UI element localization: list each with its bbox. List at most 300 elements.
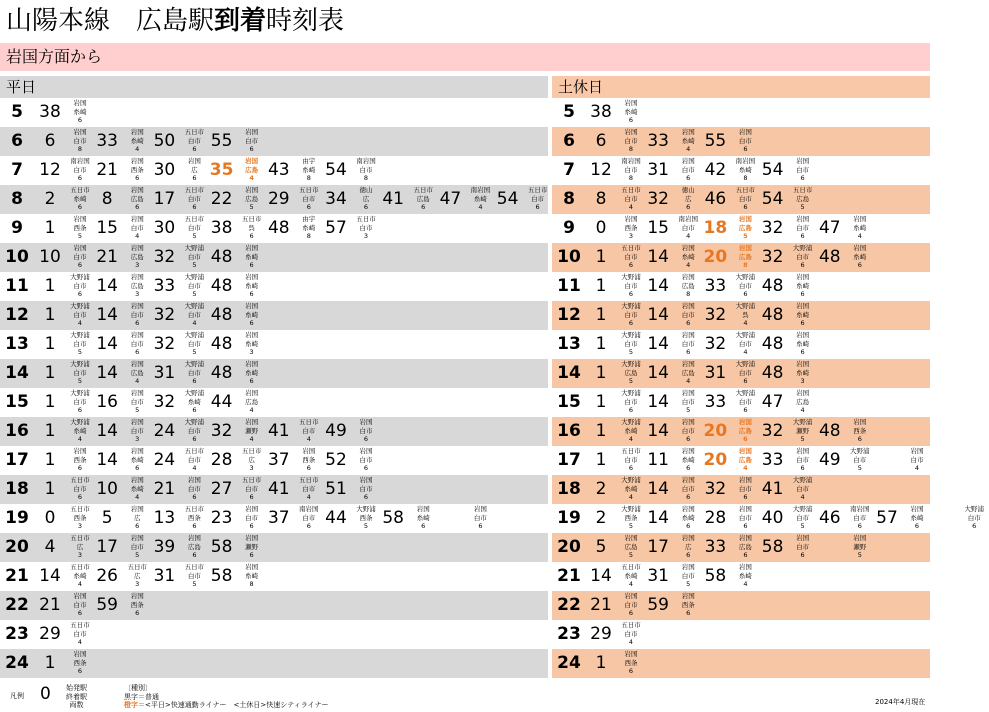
- title-bold: 到着: [214, 6, 267, 36]
- train-info: 岩国 白市 5: [681, 563, 695, 589]
- train-entry: [209, 185, 266, 214]
- train-entry: [151, 185, 208, 214]
- train-info: 南岩国 白市 8: [356, 157, 376, 183]
- train-entry: [760, 301, 817, 330]
- train-entry: [266, 446, 323, 475]
- arrival-minute: 1: [44, 479, 56, 499]
- arrival-minute: 1: [44, 218, 56, 238]
- train-entry: [323, 185, 380, 214]
- train-info: 岩国 糸崎 4: [738, 563, 752, 589]
- train-entry: [151, 417, 208, 446]
- train-info: 大野浦 糸崎 4: [621, 418, 641, 444]
- arrival-minute: 48: [210, 276, 233, 296]
- train-info: 岩国 白市 6: [681, 157, 695, 183]
- train-info: 岩国 糸崎 6: [796, 273, 810, 299]
- arrival-minute: 47: [818, 218, 841, 238]
- train-entry: [209, 504, 266, 533]
- hour-label: 11: [557, 276, 581, 296]
- train-entry: [94, 359, 151, 388]
- arrival-minute: 54: [325, 160, 347, 180]
- legend-kind-title: 〔種別〕: [124, 684, 152, 692]
- holiday-row-11: [552, 272, 930, 301]
- arrival-minute: 14: [647, 508, 669, 528]
- weekday-header: 平日: [0, 76, 548, 98]
- arrival-minute: 12: [39, 160, 61, 180]
- hour-label: 18: [5, 479, 29, 499]
- arrival-minute: 50: [153, 131, 176, 151]
- weekday-row-15: [0, 388, 548, 417]
- legend-kind-normal: 黒字＝普通: [124, 692, 159, 701]
- arrival-minute: 55: [704, 131, 727, 151]
- train-entry: [151, 272, 208, 301]
- train-info: 南岩国 白市 6: [850, 505, 870, 531]
- arrival-minute: 58: [210, 566, 233, 586]
- arrival-minute: 1: [44, 305, 56, 325]
- train-info: 岩国 広島 5: [738, 215, 752, 241]
- arrival-minute: 23: [210, 508, 233, 528]
- train-info: 岩国 白市 6: [738, 505, 752, 531]
- train-entry: [37, 98, 94, 127]
- hour-label: 24: [5, 653, 29, 673]
- train-entry: [645, 359, 702, 388]
- arrival-minute: 6: [595, 131, 607, 151]
- train-entry: [37, 533, 94, 562]
- hour-label: 19: [5, 508, 29, 528]
- arrival-minute: 41: [267, 479, 290, 499]
- train-info: 岩国 糸崎 4: [130, 476, 144, 502]
- arrival-minute: 8: [101, 189, 113, 209]
- arrival-minute: 6: [44, 131, 56, 151]
- arrival-minute: 12: [590, 160, 612, 180]
- arrival-minute: 15: [96, 218, 118, 238]
- arrival-minute: 8: [595, 189, 607, 209]
- arrival-minute: 22: [210, 189, 233, 209]
- arrival-minute: 14: [647, 363, 669, 383]
- arrival-minute: 20: [703, 247, 728, 267]
- holiday-rows: [552, 98, 984, 678]
- train-entry: [588, 185, 645, 214]
- title-prefix: 山陽本線 広島駅: [6, 6, 215, 36]
- arrival-minute: 21: [39, 595, 61, 615]
- train-entry: [37, 446, 94, 475]
- train-info: 岩国 糸崎 6: [681, 505, 695, 531]
- arrival-minute: 30: [153, 218, 176, 238]
- hour-label: 17: [5, 450, 29, 470]
- train-info: 大野浦 白市 6: [621, 273, 641, 299]
- train-entry: [760, 475, 817, 504]
- arrival-minute: 30: [153, 160, 176, 180]
- hour-label: 10: [557, 247, 581, 267]
- train-entry: [702, 185, 759, 214]
- train-info: 岩国 白市 6: [359, 447, 373, 473]
- train-entry: [94, 591, 151, 620]
- train-info: 南岩国 糸崎 8: [735, 157, 756, 183]
- train-info: 五日市 糸崎 6: [70, 186, 90, 212]
- train-entry: [151, 446, 208, 475]
- arrival-minute: 32: [761, 421, 784, 441]
- arrival-minute: 57: [876, 508, 898, 528]
- train-entry: [94, 388, 151, 417]
- train-info: 大野浦 西条 5: [621, 505, 641, 531]
- train-info: 五日市 白市 6: [527, 186, 548, 212]
- train-entry: [588, 127, 645, 156]
- hour-label: 12: [557, 305, 581, 325]
- train-info: 岩国 西条 6: [130, 157, 144, 183]
- arrival-minute: 1: [595, 421, 607, 441]
- train-entry: [209, 156, 266, 185]
- arrival-minute: 14: [39, 566, 61, 586]
- arrival-minute: 33: [704, 392, 727, 412]
- arrival-minute: 1: [595, 334, 607, 354]
- train-entry: [588, 359, 645, 388]
- train-entry: [266, 475, 323, 504]
- train-info: 岩国 広島 4: [681, 360, 695, 386]
- arrival-minute: 33: [704, 276, 727, 296]
- arrival-minute: 55: [210, 131, 233, 151]
- train-entry: [817, 446, 874, 475]
- arrival-minute: 32: [761, 247, 784, 267]
- hour-label: 20: [557, 537, 581, 557]
- arrival-minute: 1: [44, 653, 56, 673]
- train-entry: [151, 301, 208, 330]
- train-entry: [37, 475, 94, 504]
- arrival-minute: 31: [153, 566, 176, 586]
- hour-label: 21: [557, 566, 581, 586]
- arrival-minute: 20: [703, 450, 728, 470]
- train-entry: [588, 243, 645, 272]
- train-entry: [588, 562, 645, 591]
- train-entry: [266, 504, 323, 533]
- arrival-minute: 24: [153, 450, 176, 470]
- train-info: 大野浦 白市 6: [70, 389, 90, 415]
- train-entry: [588, 301, 645, 330]
- holiday-row-18: [552, 475, 930, 504]
- hour-label: 18: [557, 479, 581, 499]
- legend-terminal: 終着駅: [66, 692, 87, 701]
- train-info: 岩国 糸崎 6: [245, 360, 259, 386]
- train-info: 五日市 白市 6: [241, 476, 262, 502]
- train-info: 岩国 糸崎 3: [245, 331, 259, 357]
- arrival-minute: 59: [96, 595, 118, 615]
- train-entry: [702, 533, 759, 562]
- train-info: 大野浦 白市 5: [70, 331, 90, 357]
- hour-label: 5: [563, 102, 575, 122]
- train-info: 岩国 西条 6: [130, 592, 144, 618]
- hour-label: 9: [11, 218, 23, 238]
- train-entry: [702, 243, 759, 272]
- holiday-row-8: [552, 185, 930, 214]
- train-info: 岩国 白市 8: [624, 128, 638, 154]
- weekday-row-19: [0, 504, 548, 533]
- legend: [0, 682, 930, 712]
- hour-label: 7: [563, 160, 575, 180]
- train-entry: [760, 243, 817, 272]
- arrival-minute: 33: [96, 131, 118, 151]
- train-info: 五日市 白市 4: [621, 621, 641, 647]
- train-info: 岩国 広島 5: [245, 186, 259, 212]
- train-info: 岩国 白市 6: [796, 447, 810, 473]
- hour-label: 15: [5, 392, 29, 412]
- arrival-minute: 32: [153, 392, 176, 412]
- arrival-minute: 31: [704, 363, 727, 383]
- weekday-row-9: [0, 214, 548, 243]
- train-entry: [323, 156, 380, 185]
- train-entry: [380, 185, 437, 214]
- train-entry: [645, 156, 702, 185]
- train-info: 岩国 糸崎 6: [853, 244, 867, 270]
- weekday-row-5: [0, 98, 548, 127]
- holiday-row-19: [552, 504, 984, 533]
- train-entry: [151, 127, 208, 156]
- train-entry: [588, 649, 645, 678]
- train-info: 五日市 白市 4: [70, 621, 90, 647]
- arrival-minute: 32: [210, 421, 233, 441]
- train-entry: [266, 156, 323, 185]
- arrival-minute: 17: [647, 537, 669, 557]
- train-info: 大野浦 白市 5: [184, 244, 205, 270]
- hour-label: 19: [557, 508, 581, 528]
- train-info: 大野浦 白市 6: [735, 389, 756, 415]
- train-info: 岩国 西条 6: [681, 592, 695, 618]
- legend-cars: 両数: [69, 701, 84, 709]
- train-info: 大野浦 白市 6: [184, 360, 205, 386]
- train-info: 岩国 広島 8: [738, 244, 752, 270]
- arrival-minute: 20: [703, 421, 728, 441]
- arrival-minute: 48: [210, 363, 233, 383]
- train-entry: [817, 504, 874, 533]
- arrival-minute: 1: [595, 247, 607, 267]
- train-entry: [760, 185, 817, 214]
- arrival-minute: 1: [44, 392, 56, 412]
- weekday-row-22: [0, 591, 548, 620]
- train-entry: [37, 417, 94, 446]
- legend-rapid-prefix: 橙字: [124, 701, 138, 709]
- arrival-minute: 48: [210, 247, 233, 267]
- train-entry: [702, 446, 759, 475]
- hour-label: 10: [5, 247, 29, 267]
- train-info: 岩国 白市 6: [359, 476, 373, 502]
- train-entry: [37, 562, 94, 591]
- train-info: 徳山 広 6: [681, 186, 695, 212]
- train-info: 大野浦 白市 4: [735, 331, 756, 357]
- train-info: 大野浦 白市 6: [621, 389, 641, 415]
- arrival-minute: 1: [44, 363, 56, 383]
- arrival-minute: 54: [761, 189, 784, 209]
- weekday-row-23: [0, 620, 548, 649]
- train-info: 岩国 糸崎 6: [416, 505, 430, 531]
- train-entry: [874, 446, 931, 475]
- legend-minute: 0: [40, 684, 51, 704]
- train-info: 岩国 白市 6: [796, 215, 810, 241]
- title-suffix: 時刻表: [266, 6, 345, 36]
- train-entry: [37, 591, 94, 620]
- train-info: 岩国 糸崎 8: [245, 563, 259, 589]
- arrival-minute: 14: [96, 363, 118, 383]
- train-entry: [94, 156, 151, 185]
- arrival-minute: 44: [325, 508, 347, 528]
- train-entry: [94, 301, 151, 330]
- arrival-minute: 58: [761, 537, 784, 557]
- arrival-minute: 15: [647, 218, 669, 238]
- train-entry: [94, 272, 151, 301]
- train-info: 五日市 白市 6: [621, 244, 641, 270]
- train-info: 岩国 白市 6: [681, 331, 695, 357]
- train-info: 岩国 白市 6: [187, 476, 201, 502]
- legend-kind: [124, 684, 328, 710]
- train-info: 五日市 白市 4: [299, 476, 319, 502]
- train-info: 岩国 糸崎 4: [130, 128, 144, 154]
- arrival-minute: 1: [44, 334, 56, 354]
- train-info: 岩国 白市 6: [473, 505, 487, 531]
- train-entry: [209, 388, 266, 417]
- arrival-minute: 21: [153, 479, 176, 499]
- weekday-row-12: [0, 301, 548, 330]
- train-entry: [209, 301, 266, 330]
- train-info: 岩国 糸崎 6: [73, 99, 87, 125]
- train-info: 岩国 広島 6: [130, 186, 144, 212]
- train-info: 岩国 白市 6: [130, 331, 144, 357]
- train-entry: [209, 562, 266, 591]
- train-entry: [37, 359, 94, 388]
- train-info: 岩国 糸崎 6: [796, 331, 810, 357]
- weekday-row-8: [0, 185, 548, 214]
- arrival-minute: 21: [590, 595, 612, 615]
- arrival-minute: 33: [647, 131, 669, 151]
- train-info: 五日市 白市 5: [184, 215, 205, 241]
- train-info: 岩国 瀬野 6: [245, 534, 259, 560]
- train-entry: [209, 243, 266, 272]
- arrival-minute: 32: [647, 189, 669, 209]
- train-entry: [437, 504, 494, 533]
- train-entry: [437, 185, 494, 214]
- train-info: 岩国 白市 6: [73, 244, 87, 270]
- train-entry: [645, 272, 702, 301]
- train-info: 大野浦 白市 6: [735, 360, 756, 386]
- train-entry: [209, 533, 266, 562]
- train-entry: [645, 475, 702, 504]
- train-info: 大野浦 広島 5: [621, 360, 641, 386]
- hour-label: 16: [5, 421, 29, 441]
- holiday-row-21: [552, 562, 930, 591]
- arrival-minute: 2: [595, 479, 607, 499]
- arrival-minute: 1: [595, 392, 607, 412]
- train-info: 岩国 白市 5: [130, 534, 144, 560]
- hour-label: 23: [5, 624, 29, 644]
- train-entry: [37, 127, 94, 156]
- arrival-minute: 59: [647, 595, 669, 615]
- arrival-minute: 29: [590, 624, 612, 644]
- train-info: 岩国 糸崎 6: [130, 447, 144, 473]
- train-info: 大野浦 白市 6: [184, 418, 205, 444]
- arrival-minute: 46: [704, 189, 727, 209]
- arrival-minute: 1: [44, 450, 56, 470]
- train-entry: [37, 301, 94, 330]
- train-entry: [495, 185, 552, 214]
- arrival-minute: 31: [153, 363, 176, 383]
- train-info: 岩国 瀬野 4: [245, 418, 259, 444]
- train-info: 五日市 白市 4: [184, 447, 205, 473]
- arrival-minute: 48: [818, 247, 841, 267]
- train-info: 岩国 西条 3: [624, 215, 638, 241]
- arrival-minute: 52: [325, 450, 347, 470]
- train-entry: [323, 214, 380, 243]
- train-info: 五日市 広 3: [70, 534, 90, 560]
- arrival-minute: 41: [382, 189, 404, 209]
- arrival-minute: 48: [210, 334, 233, 354]
- arrival-minute: 1: [595, 276, 607, 296]
- weekday-row-11: [0, 272, 548, 301]
- hour-label: 21: [5, 566, 29, 586]
- train-info: 岩国 糸崎 6: [910, 505, 924, 531]
- train-entry: [817, 533, 874, 562]
- train-entry: [151, 330, 208, 359]
- train-info: 五日市 広 3: [127, 563, 147, 589]
- train-info: 大野浦 糸崎 6: [184, 389, 205, 415]
- hour-label: 7: [11, 160, 23, 180]
- arrival-minute: 38: [590, 102, 612, 122]
- train-info: 岩国 白市 6: [245, 505, 259, 531]
- arrival-minute: 48: [761, 305, 784, 325]
- hour-label: 6: [563, 131, 575, 151]
- train-entry: [151, 156, 208, 185]
- train-info: 南岩国 白市 6: [299, 505, 319, 531]
- train-entry: [94, 504, 151, 533]
- train-entry: [817, 417, 874, 446]
- hour-label: 14: [5, 363, 29, 383]
- arrival-minute: 24: [153, 421, 176, 441]
- arrival-minute: 39: [153, 537, 176, 557]
- train-info: 岩国 広 6: [681, 534, 695, 560]
- train-info: 五日市 白市 3: [356, 215, 376, 241]
- arrival-minute: 58: [704, 566, 727, 586]
- train-info: 五日市 糸崎 4: [621, 563, 641, 589]
- arrival-minute: 21: [96, 160, 118, 180]
- arrival-minute: 14: [647, 479, 669, 499]
- train-entry: [323, 504, 380, 533]
- hour-label: 20: [5, 537, 29, 557]
- train-info: 大野浦 白市 5: [792, 505, 813, 531]
- train-info: 岩国 白市 6: [73, 592, 87, 618]
- train-info: 大野浦 白市 6: [621, 302, 641, 328]
- arrival-minute: 1: [595, 450, 607, 470]
- arrival-minute: 1: [44, 276, 56, 296]
- arrival-minute: 54: [496, 189, 519, 209]
- train-entry: [209, 475, 266, 504]
- train-entry: [37, 388, 94, 417]
- train-info: 岩国 広島 4: [130, 360, 144, 386]
- train-entry: [588, 475, 645, 504]
- hour-label: 16: [557, 421, 581, 441]
- train-info: 岩国 広島 3: [130, 273, 144, 299]
- arrival-minute: 32: [704, 305, 727, 325]
- train-entry: [588, 533, 645, 562]
- train-entry: [588, 214, 645, 243]
- arrival-minute: 17: [96, 537, 118, 557]
- train-entry: [702, 156, 759, 185]
- train-entry: [588, 330, 645, 359]
- train-entry: [151, 243, 208, 272]
- weekday-row-24: [0, 649, 548, 678]
- arrival-minute: 17: [153, 189, 176, 209]
- arrival-minute: 32: [761, 218, 784, 238]
- train-entry: [760, 156, 817, 185]
- arrival-minute: 41: [761, 479, 784, 499]
- train-entry: [37, 330, 94, 359]
- arrival-minute: 47: [761, 392, 784, 412]
- train-entry: [702, 272, 759, 301]
- train-info: 大野浦 西条 5: [356, 505, 376, 531]
- arrival-minute: 41: [267, 421, 290, 441]
